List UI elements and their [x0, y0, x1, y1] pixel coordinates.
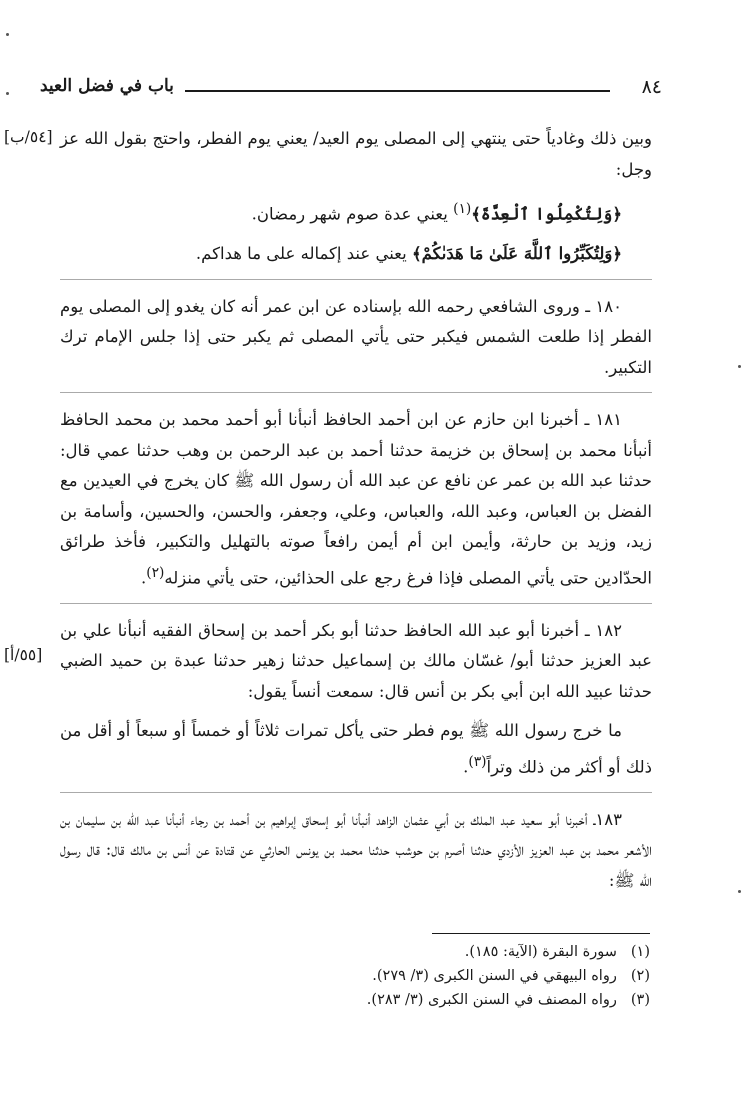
- footnote-number: (٢): [630, 968, 650, 984]
- paragraph-183: ١٨٣ـ أخبرنا أبو سعيد عبد الملك بن أبي عثمان الزاهد أنبأنا أبو إسحاق إبراهيم بن أحمد بن رجاء أنبأنا عبد الله بن سليمان بن الأشعر محمد بن عبد العزيز الأزدي حدثنا أصرم بن حوشب حدثنا محمد بن يونس الحارثي عن قتادة عن أنس بن مالك قال: قال رسول الله ﷺ:: [60, 809, 652, 890]
- footnote-item: [110, 964, 650, 988]
- paragraph-182-hadith: ما خرج رسول الله ﷺ يوم فطر حتى يأكل تمرات ثلاثاً أو خمساً أو سبعاً أو أقل من ذلك أو أكثر من ذلك وتراً$^{(٣)}$.: [60, 721, 652, 776]
- paragraph-182: ١٨٢ ـ أخبرنا أبو عبد الله الحافظ حدثنا أبو بكر أحمد بن إسحاق الفقيه أنبأنا علي بن عبد العزيز حدثنا أبو/ غسّان مالك بن إسماعيل حدثنا زهير حدثنا عبدة بن حميد الضبي حدثنا عبيد الله ابن أبي بكر بن أنس قال: سمعت أنساً يقول:: [60, 620, 652, 701]
- verse-line-1: [60, 194, 652, 230]
- separator: [60, 603, 652, 604]
- margin-reference: [٥٤/ب]: [4, 128, 53, 146]
- footnote-ref: (٣): [468, 753, 487, 770]
- quran-verse: ﴿وَلِتُكْمِلُوا ٱلْعِدَّةَ﴾: [471, 204, 622, 224]
- verse-explanation: يعني عند إكماله على ما هداكم.: [195, 244, 412, 263]
- separator: [60, 392, 652, 393]
- margin-reference: [٥٥/أ]: [4, 646, 43, 664]
- scan-mark: [6, 33, 9, 36]
- separator: [60, 279, 652, 280]
- footnote-text: سورة البقرة (الآية: ١٨٥).: [464, 944, 617, 960]
- footnote-item: [110, 988, 650, 1012]
- quran-verse: ﴿وَلِتُكَبِّرُوا ٱللَّهَ عَلَىٰ مَا هَدَىٰكُمْ﴾: [411, 244, 622, 263]
- paragraph-180: ١٨٠ ـ وروى الشافعي رحمه الله بإسناده عن ابن عمر أنه كان يغدو إلى المصلى يوم الفطر إذا طلعت الشمس فيكبر حتى يأتي المصلى ثم يكبر حتى إذا جلس الإمام ترك التكبير.: [60, 296, 652, 377]
- verse-explanation: يعني عدة صوم شهر رمضان.: [251, 204, 454, 224]
- page-header: [40, 76, 662, 106]
- footnote-text: رواه المصنف في السنن الكبرى (٣/ ٢٨٣).: [366, 992, 617, 1008]
- separator: [60, 792, 652, 793]
- verse-line-2: [60, 239, 652, 270]
- paragraph-181: ١٨١ ـ أخبرنا ابن حازم عن ابن أحمد الحافظ أنبأنا أبو أحمد محمد بن محمد الحافظ أنبأنا محمد بن إسحاق بن خزيمة حدثنا أحمد بن عبد الرحمن بن وهب حدثنا عمي قال: حدثنا عبد الله بن عمر عن نافع عن عبد الله أن رسول الله ﷺ كان يخرج في العيدين مع الفضل بن العباس، وعبد الله، والعباس، وعلي، وجعفر، والحسن، والحسين، وأسامة بن زيد، وزيد بن حارثة، وأيمن ابن أم أيمن رافعاً صوته بالتهليل والتكبير، فأخذ طرائق الحدّادين حتى يأتي المصلى فإذا فرغ رجع على الحذائين، حتى يأتي منزله$^{(٢)}$.: [60, 410, 652, 587]
- paragraph-intro: وبين ذلك وغادياً حتى ينتهي إلى المصلى يوم العيد/ يعني يوم الفطر، واحتج بقول الله عز وجل:: [60, 129, 652, 179]
- footnote-ref: (٢): [146, 564, 165, 581]
- page-number: ٨٤: [641, 76, 662, 98]
- footnote-text: رواه البيهقي في السنن الكبرى (٣/ ٢٧٩).: [372, 968, 617, 984]
- chapter-title: باب في فضل العيد: [40, 76, 174, 96]
- footnote-ref: (١): [453, 201, 472, 217]
- footnote-rule: [432, 933, 650, 934]
- main-text: [60, 124, 652, 905]
- paragraph-181-text: ١٨١ ـ أخبرنا ابن حازم عن ابن أحمد الحافظ أنبأنا أبو أحمد محمد بن محمد الحافظ أنبأنا محمد بن إسحاق بن خزيمة حدثنا أحمد بن عبد الرحمن بن وهب حدثنا عمي قال: حدثنا عبد الله بن عمر عن نافع عن عبد الله أن رسول الله ﷺ كان يخرج في العيدين مع الفضل بن العباس، وعبد الله، والعباس، وعلي، وجعفر، والحسن، والحسين، وأسامة بن زيد، وزيد بن حارثة، وأيمن ابن أم أيمن رافعاً صوته بالتهليل والتكبير، فأخذ طرائق الحدّادين حتى يأتي المصلى فإذا فرغ رجع على الحذائين، حتى يأتي منزله: [60, 410, 652, 587]
- scan-mark: [738, 365, 741, 368]
- footnote-item: [110, 940, 650, 964]
- footnote-number: (٣): [630, 992, 650, 1008]
- header-rule: [185, 90, 610, 92]
- footnote-number: (١): [630, 944, 650, 960]
- footnotes: [110, 940, 650, 1012]
- scan-mark: [738, 890, 741, 893]
- hadith-text: ما خرج رسول الله ﷺ يوم فطر حتى يأكل تمرات ثلاثاً أو خمساً أو سبعاً أو أقل من ذلك أو أكثر من ذلك وتراً: [60, 721, 652, 776]
- scan-mark: [6, 92, 9, 95]
